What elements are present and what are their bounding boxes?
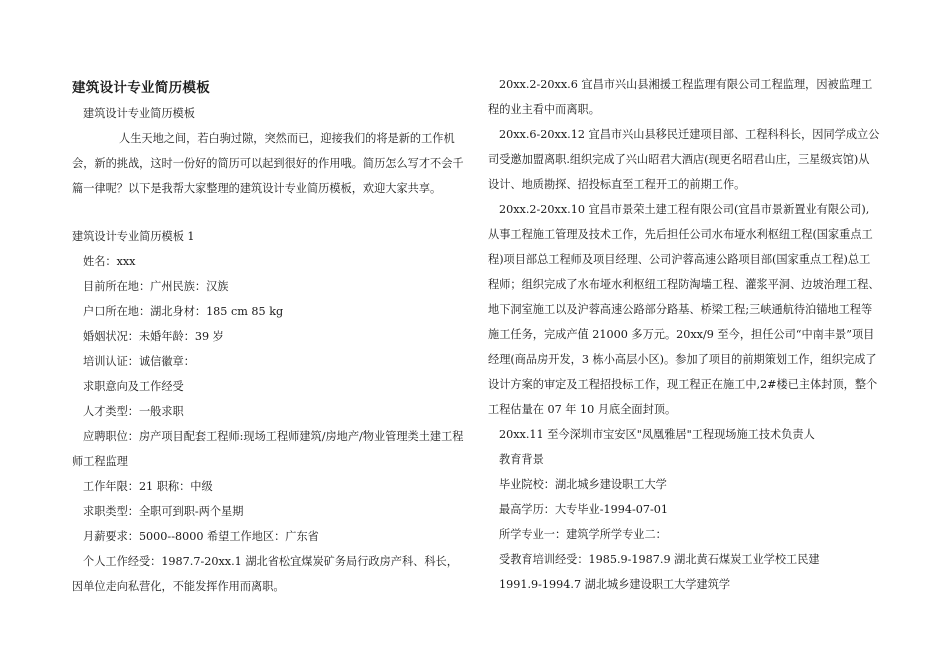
experience-3: 20xx.6-20xx.12 宜昌市兴山县移民迁建项目部、工程科科长，因同学成立公司受邀加盟离职.组织完成了兴山昭君大酒店(现更名昭君山庄，三星级宾馆)从设计、地质勘探、招投标直至工程开工的前期工作。 <box>488 128 880 191</box>
template-heading: 建筑设计专业简历模板 1 <box>72 230 195 243</box>
line-work-years: 工作年限：21 职称：中级 <box>83 480 213 493</box>
line-major: 所学专业一：建筑学所学专业二： <box>499 528 667 541</box>
experience-2: 20xx.2-20xx.6 宜昌市兴山县湘援工程监理有限公司工程监理，因被监理工程的业主看中而离职。 <box>488 78 873 116</box>
line-training-2: 1991.9-1994.7 湖北城乡建设职工大学建筑学 <box>499 578 731 591</box>
education-heading: 教育背景 <box>499 453 544 466</box>
experience-5: 20xx.11 至今深圳市宝安区"凤凰雅居"工程现场施工技术负责人 <box>499 428 815 441</box>
line-job-type: 求职类型：全职可到职-两个星期 <box>83 505 244 518</box>
line-school: 毕业院校：湖北城乡建设职工大学 <box>499 478 667 491</box>
experience-1: 个人工作经受：1987.7-20xx.1 湖北省松宜煤炭矿务局行政房产科、科长，因单位走向私营化，不能发挥作用而离职。 <box>72 555 458 593</box>
line-location: 目前所在地：广州民族：汉族 <box>83 280 229 293</box>
line-hukou: 户口所在地：湖北身材：185 cm 85 kg <box>83 305 284 318</box>
line-position: 应聘职位：房产项目配套工程师:现场工程师建筑/房地产/物业管理类土建工程师工程监理 <box>72 430 464 468</box>
line-certification: 培训认证：诚信徽章： <box>83 355 195 368</box>
intro-paragraph: 人生天地之间，若白驹过隙，突然而已，迎接我们的将是新的工作机会，新的挑战，这时一份好的简历可以起到很好的作用哦。简历怎么写才不会千篇一律呢？以下是我帮大家整理的建筑设计专业简历模板，欢迎大家共享。 <box>72 132 464 196</box>
subtitle: 建筑设计专业简历模板 <box>83 107 195 120</box>
line-name: 姓名：xxx <box>83 255 136 268</box>
line-marital: 婚姻状况：未婚年龄：39 岁 <box>83 330 224 343</box>
line-degree: 最高学历：大专毕业-1994-07-01 <box>499 503 668 516</box>
line-training: 受教育培训经受：1985.9-1987.9 湖北黄石煤炭工业学校工民建 <box>499 553 820 566</box>
line-salary: 月薪要求：5000--8000 希望工作地区：广东省 <box>83 530 319 543</box>
line-intent: 求职意向及工作经受 <box>83 380 184 393</box>
line-talent-type: 人才类型：一般求职 <box>83 405 184 418</box>
document-title: 建筑设计专业简历模板 <box>72 80 210 96</box>
experience-4: 20xx.2-20xx.10 宜昌市景荣土建工程有限公司(宜昌市景新置业有限公司),从事工程施工管理及技术工作，先后担任公司水布垭水利枢纽工程(国家重点工程)项目部总工程师及项目经理、公司沪蓉高速公路项目部(国家重点工程)总工程师；组织完成了水布垭水利枢纽工程防淘墙工程、灌浆平洞、边坡治理工程、地下洞室施工以及沪蓉高速公路部分路基、桥梁工程;三峡通航待泊锚地工程等施工任务，完成产值 21000 多万元。20xx/9 至今，担任公司“中南丰景”项目经理(商品房开发，3 栋小高层小区)。参加了项目的前期策划工作，组织完成了设计方案的审定及工程招投标工作，现工程正在施工中,2#楼已主体封顶，整个工程估量在 07 年 10 月底全面封顶。 <box>488 203 880 416</box>
